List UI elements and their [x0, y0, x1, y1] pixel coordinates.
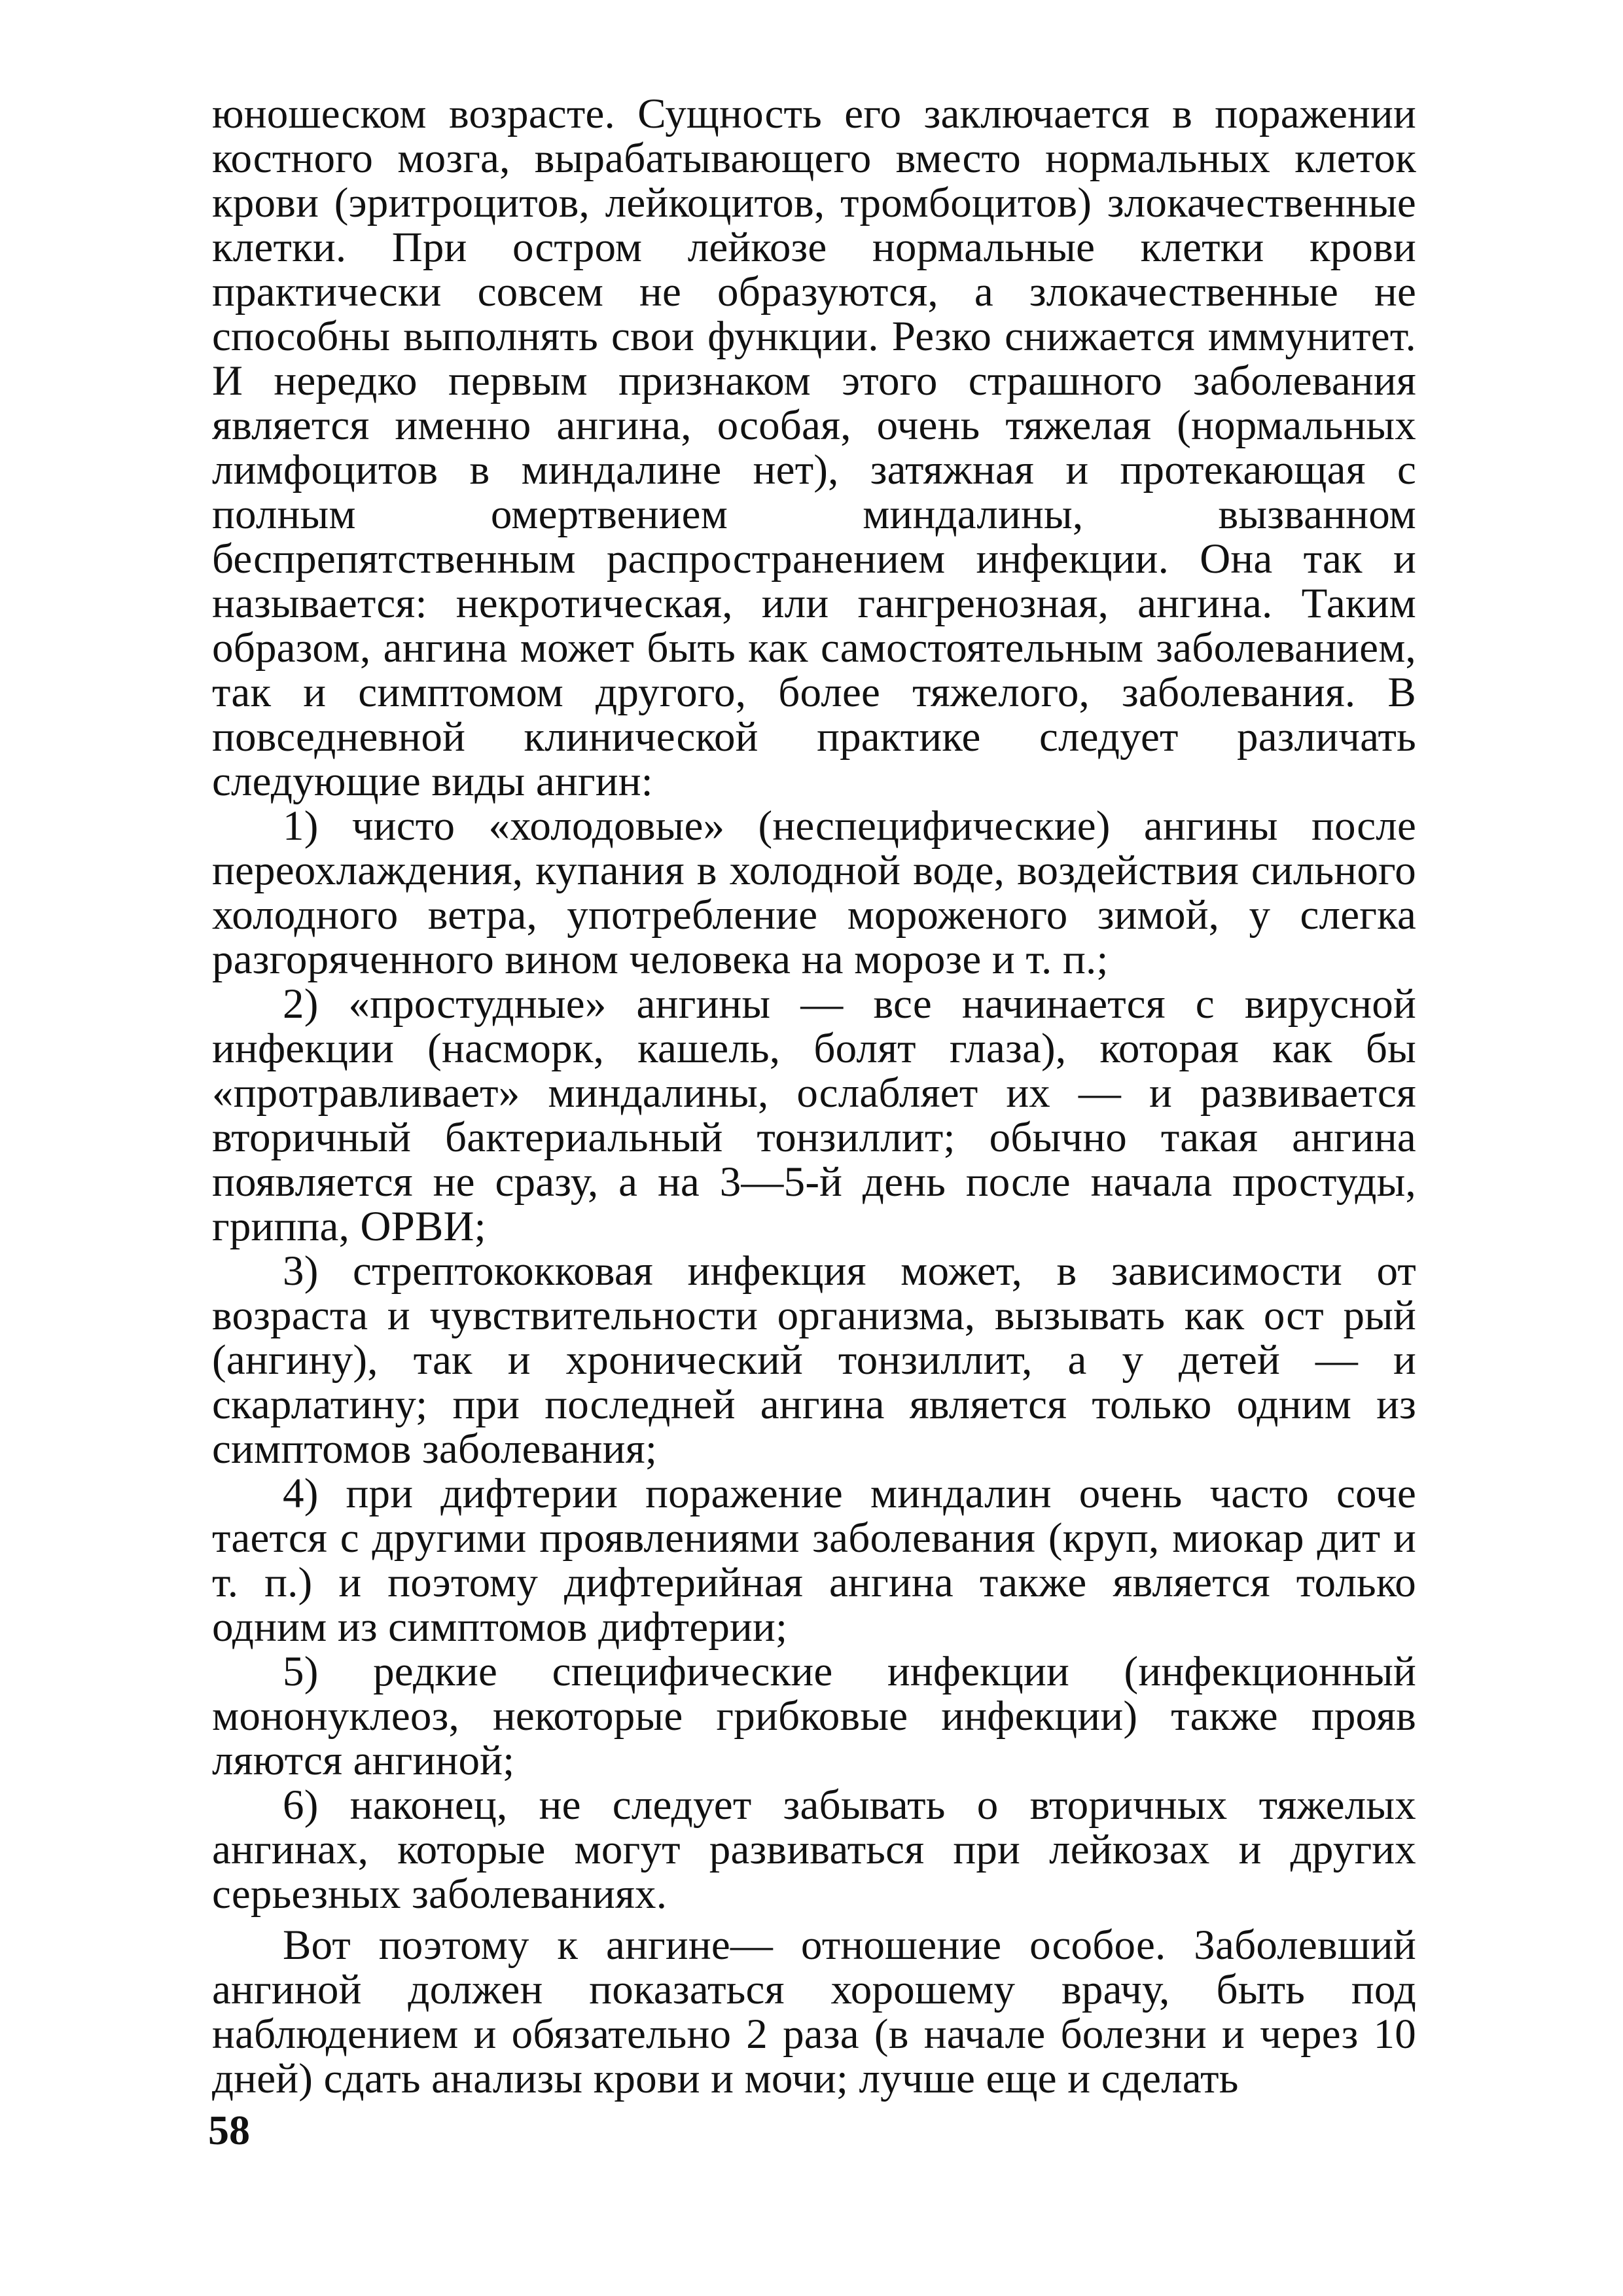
closing-paragraph: Вот поэтому к ангине— отношение особое. Заболевший ангиной должен показаться хорошему врачу, быть под наблюдением и обязательно 2 раза (в начале болезни и через 10 дней) сдать анализы крови и мочи; лучше еще и сделать [212, 1922, 1416, 2102]
intro-paragraph: юношеском возрасте. Сущность его заключается в поражении костного мозга, вырабатывающего вместо нормальных клеток крови (эритроцитов, лейкоцитов, тромбоцитов) злокачественные клетки. При остром лейкозе нормальные клетки крови практически совсем не образуются, а злокачественные не способны выполнять свои функции. Резко снижается иммунитет. И нередко первым признаком этого страшного заболевания является именно ангина, особая, очень тяжелая (нормальных лимфоцитов в миндалине нет), затяжная и протекающая с полным омертвением миндалины, вызванном беспрепятственным распространением инфекции. Она так и называется: некротическая, или гангренозная, ангина. Таким образом, ангина может быть как самостоятельным заболеванием, так и симптомом другого, более тяжелого, заболевания. В повседневной клинической практике следует различать следующие виды ангин: [212, 90, 1416, 805]
list-item-5: 5) редкие специфические инфекции (инфекционный мононуклеоз, некоторые грибковые инфекции) также прояв ляются ангиной; [212, 1648, 1416, 1784]
list-item-3: 3) стрептококковая инфекция может, в зависимости от возраста и чувствительности организма, вызывать как ост рый (ангину), так и хронический тонзиллит, а у детей — и скарлатину; при последней ангина является только одним из симптомов заболевания; [212, 1247, 1416, 1473]
list-item-2: 2) «простудные» ангины — все начинается с вирусной инфекции (насморк, кашель, болят глаза), которая как бы «протравливает» миндалины, ослабляет их — и развивается вторичный бактериальный тонзиллит; обычно такая ангина появляется не сразу, а на 3—5-й день после начала простуды, гриппа, ОРВИ; [212, 980, 1416, 1250]
list-item-6: 6) наконец, не следует забывать о вторичных тяжелых ангинах, которые могут развиваться при лейкозах и других серьезных заболеваниях. [212, 1782, 1416, 1918]
list-item-4: 4) при дифтерии поражение миндалин очень часто соче тается с другими проявлениями заболевания (круп, миокар дит и т. п.) и поэтому дифтерийная ангина также является только одним из симптомов дифтерии; [212, 1470, 1416, 1651]
list-item-1: 1) чисто «холодовые» (неспецифические) ангины после переохлаждения, купания в холодной воде, воздействия сильного холодного ветра, употребление мороженого зимой, у слегка разгоряченного вином человека на морозе и т. п.; [212, 802, 1416, 983]
page-body [212, 92, 1416, 2101]
page-number: 58 [208, 2107, 250, 2153]
